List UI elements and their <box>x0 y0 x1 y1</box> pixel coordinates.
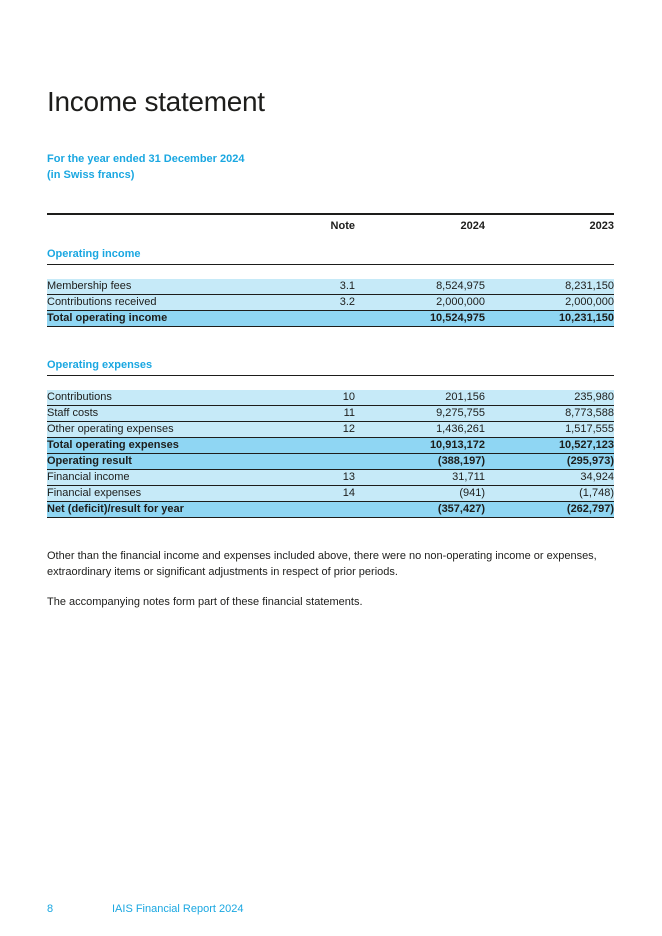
row-label: Contributions received <box>47 296 157 308</box>
footnote-accompanying-notes: The accompanying notes form part of these financial statements. <box>47 596 363 608</box>
row-value-2023: 2,000,000 <box>565 296 614 308</box>
page-title: Income statement <box>47 86 265 117</box>
row-value-2024: 8,524,975 <box>436 280 485 292</box>
table-row <box>47 422 614 438</box>
footnote-non-operating: Other than the financial income and expenses included above, there were no non-operating income or expenses, extraordinary items or significant adjustments in respect of prior periods. <box>47 550 597 578</box>
row-value-2024: 10,913,172 <box>429 439 485 451</box>
page-number: 8 <box>47 903 54 915</box>
row-value-2023: 1,517,555 <box>565 423 614 435</box>
row-note: 11 <box>343 407 355 419</box>
row-value-2023: (295,973) <box>566 455 614 467</box>
currency-subtitle: (in Swiss francs) <box>47 169 135 181</box>
row-value-2023: (1,748) <box>579 487 614 499</box>
row-value-2023: 10,527,123 <box>558 439 614 451</box>
header-year-2024: 2024 <box>460 220 485 232</box>
table-row <box>47 486 614 502</box>
row-value-2024: 201,156 <box>445 391 485 403</box>
row-note: 3.2 <box>339 296 355 308</box>
table-top-rule <box>47 213 614 215</box>
row-note: 10 <box>342 391 355 403</box>
report-title: IAIS Financial Report 2024 <box>112 903 244 915</box>
row-label: Total operating income <box>47 312 168 324</box>
row-label: Operating result <box>47 455 132 467</box>
section-operating-income: Operating income <box>47 246 614 265</box>
table-row <box>47 279 614 295</box>
income-statement-table <box>47 213 614 518</box>
row-label: Financial expenses <box>47 487 142 499</box>
row-value-2024: (357,427) <box>437 503 485 515</box>
header-note: Note <box>330 220 355 232</box>
row-note: 3.1 <box>339 280 355 292</box>
total-operating-income-row <box>47 311 614 327</box>
row-value-2024: 2,000,000 <box>436 296 485 308</box>
table-row <box>47 406 614 422</box>
row-value-2023: 34,924 <box>580 471 614 483</box>
total-operating-expenses-row <box>47 438 614 454</box>
table-row <box>47 390 614 406</box>
row-value-2024: 31,711 <box>452 471 485 483</box>
row-value-2023: 235,980 <box>574 391 614 403</box>
row-label: Staff costs <box>47 407 99 419</box>
table-header-row <box>47 219 614 234</box>
row-label: Financial income <box>47 471 130 483</box>
row-label: Total operating expenses <box>47 439 179 451</box>
operating-result-row <box>47 454 614 470</box>
row-label: Other operating expenses <box>47 423 174 435</box>
row-note: 13 <box>342 471 355 483</box>
row-value-2024: 1,436,261 <box>436 423 485 435</box>
row-label: Net (deficit)/result for year <box>47 503 184 515</box>
section-operating-expenses: Operating expenses <box>47 357 614 376</box>
row-note: 12 <box>342 423 355 435</box>
row-value-2023: 10,231,150 <box>558 312 614 324</box>
row-note: 14 <box>342 487 355 499</box>
row-label: Membership fees <box>47 280 132 292</box>
period-subtitle: For the year ended 31 December 2024 <box>47 153 245 165</box>
row-value-2023: 8,773,588 <box>565 407 614 419</box>
table-row <box>47 295 614 311</box>
header-year-2023: 2023 <box>589 220 614 232</box>
row-value-2024: (941) <box>459 487 485 499</box>
row-value-2023: 8,231,150 <box>565 280 614 292</box>
row-value-2024: (388,197) <box>437 455 485 467</box>
table-row <box>47 470 614 486</box>
net-result-row <box>47 502 614 518</box>
row-value-2024: 9,275,755 <box>436 407 485 419</box>
row-value-2023: (262,797) <box>566 503 614 515</box>
row-label: Contributions <box>47 391 112 403</box>
row-value-2024: 10,524,975 <box>429 312 485 324</box>
